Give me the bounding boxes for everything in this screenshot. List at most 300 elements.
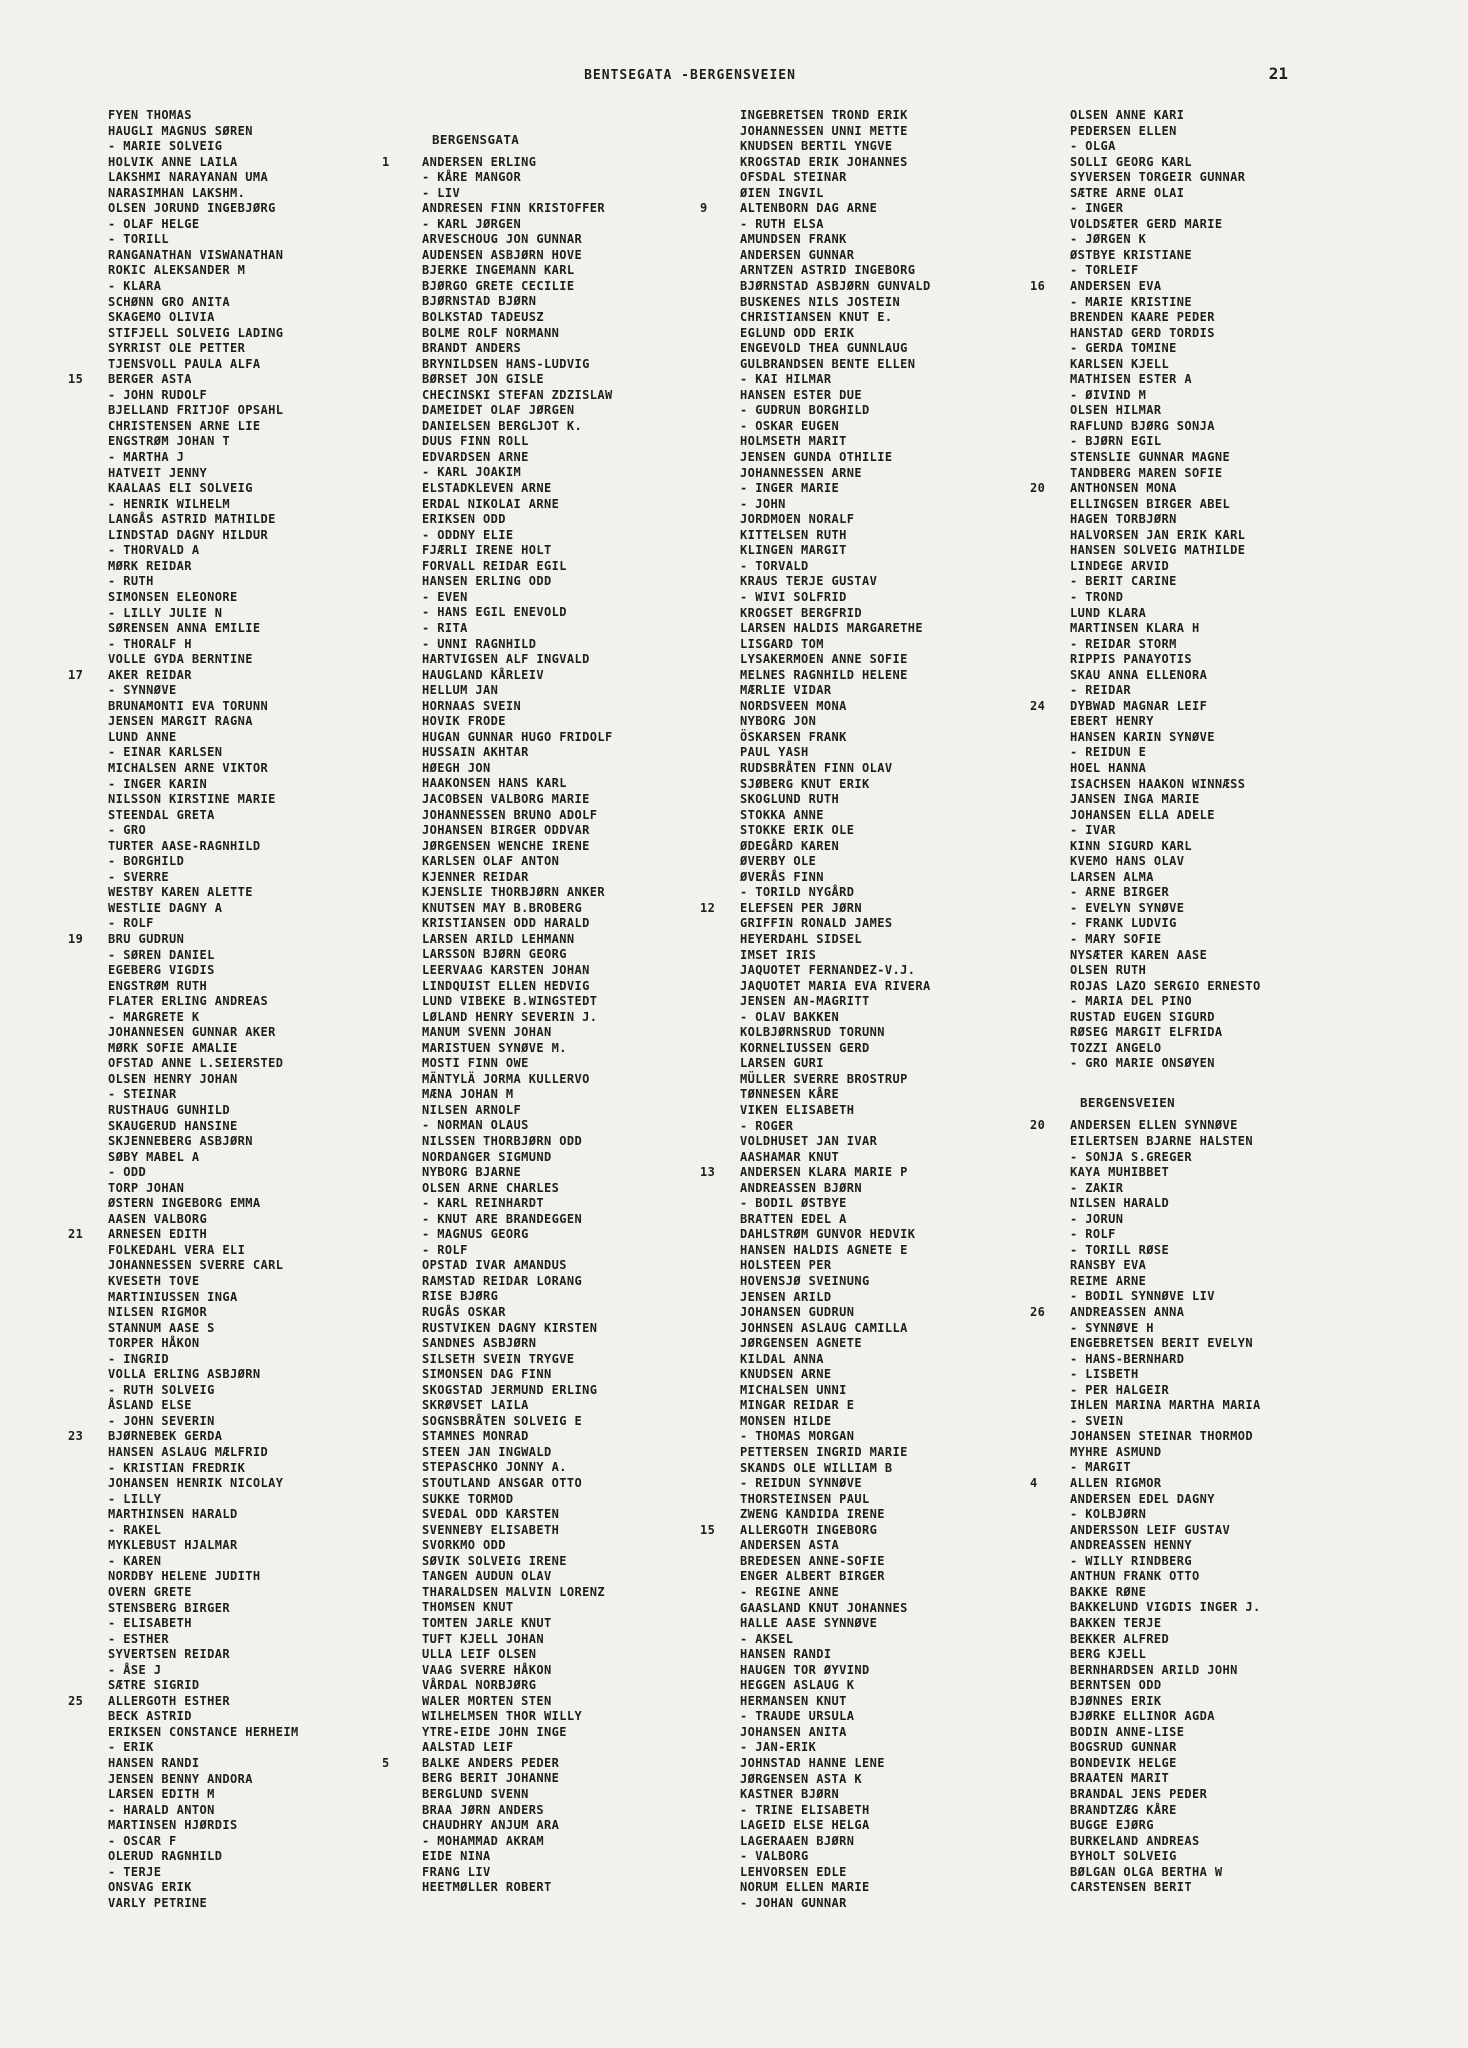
- resident-name: IHLEN MARINA MARTHA MARIA: [1070, 1398, 1261, 1413]
- resident-name: SYVERSEN TORGEIR GUNNAR: [1070, 170, 1246, 185]
- resident-name: MÄNTYLÄ JORMA KULLERVO: [422, 1071, 590, 1086]
- resident-name: - GRO: [108, 823, 147, 838]
- resident-name: HEGGEN ASLAUG K: [740, 1678, 855, 1693]
- resident-name: FJÆRLI IRENE HOLT: [422, 543, 552, 558]
- resident-entry: [382, 1492, 712, 1508]
- resident-name: NILSEN HARALD: [1070, 1196, 1170, 1211]
- resident-entry: [700, 1134, 1030, 1150]
- resident-name: EIDE NINA: [422, 1849, 491, 1864]
- resident-entry: [700, 1678, 1030, 1694]
- resident-entry: [700, 1865, 1030, 1881]
- resident-entry: [382, 652, 712, 668]
- resident-entry: [1030, 1616, 1360, 1632]
- resident-name: - LILLY JULIE N: [108, 605, 223, 620]
- resident-entry: [68, 155, 398, 171]
- resident-entry: [1030, 1025, 1360, 1041]
- resident-name: ØVERBY OLE: [740, 854, 817, 869]
- resident-entry: [382, 1849, 712, 1865]
- resident-entry: [382, 1181, 712, 1197]
- resident-entry: [700, 823, 1030, 839]
- resident-name: - ELISABETH: [108, 1616, 192, 1631]
- resident-name: LARSEN EDITH M: [108, 1787, 215, 1802]
- resident-entry: [1030, 1740, 1360, 1756]
- resident-entry: [1030, 621, 1360, 637]
- resident-entry: [1030, 963, 1360, 979]
- resident-name: JOHANNESSEN ARNE: [740, 465, 862, 480]
- resident-name: ERIKSEN ODD: [422, 512, 506, 527]
- resident-name: MOSTI FINN OWE: [422, 1056, 529, 1071]
- resident-name: VIKEN ELISABETH: [740, 1103, 855, 1117]
- resident-name: - INGER MARIE: [740, 481, 840, 496]
- resident-entry: [382, 419, 712, 435]
- resident-name: EDVARDSEN ARNE: [422, 449, 529, 464]
- resident-entry: [68, 1072, 398, 1088]
- resident-name: TJENSVOLL PAULA ALFA: [108, 356, 261, 371]
- resident-entry: [382, 186, 712, 202]
- resident-name: LARSSON BJØRN GEORG: [422, 947, 567, 962]
- resident-name: BRUNAMONTI EVA TORUNN: [108, 698, 269, 713]
- resident-name: SKOGLUND RUTH: [740, 792, 840, 807]
- resident-entry: [382, 1445, 712, 1461]
- resident-name: BAKKEN TERJE: [1070, 1615, 1162, 1630]
- resident-name: ISACHSEN HAAKON WINNÆSS: [1070, 776, 1246, 791]
- house-number: 24: [1030, 698, 1046, 713]
- resident-entry: [68, 1103, 398, 1119]
- resident-name: HAUGLAND KÅRLEIV: [422, 667, 544, 682]
- resident-name: ANDREASSEN HENNY: [1070, 1538, 1192, 1553]
- resident-name: OPSTAD IVAR AMANDUS: [422, 1258, 567, 1273]
- resident-entry: [1030, 792, 1360, 808]
- resident-entry: [700, 1507, 1030, 1523]
- resident-entry: [382, 481, 712, 497]
- resident-name: HOEL HANNA: [1070, 760, 1147, 775]
- resident-name: MANUM SVENN JOHAN: [422, 1025, 552, 1040]
- column-3: [700, 108, 1030, 1911]
- resident-entry: [700, 1538, 1030, 1554]
- resident-entry: [700, 1383, 1030, 1399]
- resident-entry: [382, 590, 712, 606]
- resident-entry: [700, 108, 1030, 124]
- resident-entry: [382, 559, 712, 575]
- resident-name: - HARALD ANTON: [108, 1802, 215, 1817]
- resident-entry: [700, 1896, 1030, 1912]
- resident-name: - GERDA TOMINE: [1070, 341, 1177, 356]
- resident-entry: [700, 1041, 1030, 1057]
- resident-entry: [382, 1212, 712, 1228]
- resident-entry: [700, 434, 1030, 450]
- resident-entry: [1030, 1336, 1360, 1352]
- resident-name: - ROLF: [1070, 1227, 1116, 1242]
- resident-entry: [382, 388, 712, 404]
- resident-name: BERGLUND SVENN: [422, 1786, 529, 1801]
- resident-name: TORP JOHAN: [108, 1180, 185, 1195]
- resident-name: SOLLI GEORG KARL: [1070, 154, 1192, 169]
- resident-entry: [700, 963, 1030, 979]
- resident-name: - OLAV BAKKEN: [740, 1009, 840, 1024]
- resident-name: - JOHN RUDOLF: [108, 387, 208, 402]
- resident-entry: [68, 1305, 398, 1321]
- resident-entry: [700, 870, 1030, 886]
- resident-name: ANDERSEN KLARA MARIE P: [740, 1165, 908, 1180]
- resident-entry: [700, 792, 1030, 808]
- resident-name: MICHALSEN UNNI: [740, 1382, 847, 1397]
- resident-entry: [700, 543, 1030, 559]
- resident-name: STIFJELL SOLVEIG LADING: [108, 325, 284, 340]
- resident-name: HOVENSJØ SVEINUNG: [740, 1274, 870, 1289]
- resident-entry: [700, 621, 1030, 637]
- resident-name: SVORKMO ODD: [422, 1538, 506, 1553]
- resident-name: HØEGH JON: [422, 760, 491, 775]
- house-number: 15: [68, 372, 84, 387]
- resident-entry: [1030, 279, 1360, 295]
- resident-entry: [1030, 310, 1360, 326]
- resident-name: JOHANSEN STEINAR THORMOD: [1070, 1429, 1253, 1444]
- resident-entry: [68, 870, 398, 886]
- resident-name: LAGEID ELSE HELGA: [740, 1818, 870, 1833]
- resident-entry: [68, 1212, 398, 1228]
- resident-name: HUGAN GUNNAR HUGO FRIDOLF: [422, 729, 613, 744]
- resident-entry: [1030, 777, 1360, 793]
- resident-name: NILSEN RIGMOR: [108, 1305, 208, 1320]
- resident-entry: [68, 1274, 398, 1290]
- section-spacer: [1030, 1072, 1360, 1088]
- resident-entry: [1030, 948, 1360, 964]
- page-header: BENTSEGATA -BERGENSVEIEN: [584, 68, 796, 83]
- resident-name: RØSEG MARGIT ELFRIDA: [1070, 1025, 1223, 1040]
- resident-entry: [382, 512, 712, 528]
- resident-entry: [68, 1569, 398, 1585]
- resident-entry: [700, 1772, 1030, 1788]
- resident-name: MÆNA JOHAN M: [422, 1087, 514, 1102]
- resident-entry: [382, 1740, 712, 1756]
- resident-name: TANGEN AUDUN OLAV: [422, 1569, 552, 1584]
- resident-entry: [700, 1290, 1030, 1306]
- resident-entry: [382, 761, 712, 777]
- resident-entry: [1030, 186, 1360, 202]
- resident-name: ARNTZEN ASTRID INGEBORG: [740, 263, 916, 278]
- resident-entry: [68, 1258, 398, 1274]
- resident-entry: [68, 310, 398, 326]
- resident-name: - SONJA S.GREGER: [1070, 1149, 1192, 1164]
- resident-entry: [1030, 994, 1360, 1010]
- resident-entry: [382, 699, 712, 715]
- resident-name: ERDAL NIKOLAI ARNE: [422, 496, 560, 511]
- resident-name: SIMONSEN ELEONORE: [108, 589, 238, 604]
- resident-name: RIPPIS PANAYOTIS: [1070, 652, 1192, 667]
- resident-name: NYBORG JON: [740, 714, 817, 729]
- resident-name: RAFLUND BJØRG SONJA: [1070, 418, 1215, 433]
- resident-name: - BODIL ØSTBYE: [740, 1196, 847, 1211]
- resident-name: VARLY PETRINE: [108, 1895, 208, 1910]
- resident-name: BJØRGO GRETE CECILIE: [422, 278, 575, 293]
- resident-name: HATVEIT JENNY: [108, 465, 208, 480]
- resident-entry: [1030, 916, 1360, 932]
- resident-entry: [68, 885, 398, 901]
- resident-entry: [700, 839, 1030, 855]
- resident-entry: [68, 1336, 398, 1352]
- resident-entry: [700, 1523, 1030, 1539]
- resident-entry: [1030, 528, 1360, 544]
- resident-name: BODIN ANNE-LISE: [1070, 1724, 1185, 1739]
- resident-name: MARTINSEN KLARA H: [1070, 621, 1200, 636]
- resident-entry: [700, 683, 1030, 699]
- resident-name: KNUTSEN MAY B.BROBERG: [422, 900, 583, 915]
- column-1: [68, 108, 398, 1911]
- resident-entry: [1030, 1056, 1360, 1072]
- resident-name: KARLSEN OLAF ANTON: [422, 854, 560, 869]
- resident-name: JENSEN ARILD: [740, 1289, 832, 1304]
- resident-name: - KÅRE MANGOR: [422, 170, 522, 185]
- resident-entry: [382, 170, 712, 186]
- resident-entry: [68, 232, 398, 248]
- resident-name: - TROND: [1070, 589, 1124, 604]
- resident-entry: [382, 543, 712, 559]
- resident-name: RANGANATHAN VISWANATHAN: [108, 247, 284, 262]
- resident-entry: [68, 497, 398, 513]
- resident-entry: [382, 901, 712, 917]
- resident-entry: [700, 1803, 1030, 1819]
- resident-name: SKANDS OLE WILLIAM B: [740, 1460, 893, 1475]
- resident-entry: [1030, 232, 1360, 248]
- resident-entry: [700, 777, 1030, 793]
- resident-entry: [700, 590, 1030, 606]
- resident-entry: [68, 1010, 398, 1026]
- resident-name: BUGGE EJØRG: [1070, 1818, 1154, 1833]
- resident-entry: [68, 326, 398, 342]
- resident-entry: [68, 839, 398, 855]
- resident-entry: [700, 1352, 1030, 1368]
- resident-name: SVENNEBY ELISABETH: [422, 1522, 560, 1537]
- resident-entry: [1030, 823, 1360, 839]
- resident-name: JØRGENSEN AGNETE: [740, 1336, 862, 1351]
- resident-entry: [1030, 652, 1360, 668]
- resident-entry: [1030, 341, 1360, 357]
- resident-entry: [1030, 326, 1360, 342]
- resident-entry: [1030, 1834, 1360, 1850]
- resident-entry: [700, 808, 1030, 824]
- resident-entry: [68, 1787, 398, 1803]
- resident-name: - HANS-BERNHARD: [1070, 1351, 1185, 1366]
- resident-name: - MAGNUS GEORG: [422, 1227, 529, 1242]
- resident-entry: [382, 155, 712, 171]
- resident-entry: [1030, 559, 1360, 575]
- resident-entry: [382, 357, 712, 373]
- resident-entry: [700, 1585, 1030, 1601]
- resident-entry: [68, 1709, 398, 1725]
- resident-entry: [382, 465, 712, 481]
- resident-name: TOMTEN JARLE KNUT: [422, 1615, 552, 1630]
- resident-name: ALTENBORN DAG ARNE: [740, 201, 878, 216]
- resident-name: LUND KLARA: [1070, 605, 1147, 620]
- resident-name: - REGINE ANNE: [740, 1584, 840, 1599]
- resident-entry: [1030, 839, 1360, 855]
- resident-name: GAASLAND KNUT JOHANNES: [740, 1600, 908, 1615]
- resident-entry: [700, 1398, 1030, 1414]
- resident-name: - KARL JØRGEN: [422, 216, 522, 231]
- resident-entry: [382, 885, 712, 901]
- resident-name: HANSEN KARIN SYNØVE: [1070, 729, 1215, 744]
- resident-entry: [1030, 1600, 1360, 1616]
- resident-name: LEERVAAG KARSTEN JOHAN: [422, 962, 590, 977]
- resident-entry: [68, 979, 398, 995]
- house-number: 5: [382, 1755, 390, 1770]
- resident-entry: [382, 1554, 712, 1570]
- resident-entry: [700, 1025, 1030, 1041]
- resident-name: JOHANSEN ANITA: [740, 1724, 847, 1739]
- resident-name: JAQUOTET FERNANDEZ-V.J.: [740, 963, 916, 978]
- resident-name: HORNAAS SVEIN: [422, 698, 522, 713]
- resident-entry: [382, 1352, 712, 1368]
- resident-entry: [68, 248, 398, 264]
- resident-name: - REIDAR: [1070, 683, 1131, 698]
- resident-name: LUND VIBEKE B.WINGSTEDT: [422, 994, 598, 1009]
- resident-name: - KARL JOAKIM: [422, 465, 522, 480]
- resident-name: ULLA LEIF OLSEN: [422, 1647, 537, 1662]
- resident-entry: [1030, 1134, 1360, 1150]
- resident-entry: [68, 263, 398, 279]
- resident-name: - KARL REINHARDT: [422, 1196, 544, 1211]
- resident-name: ENGEBRETSEN BERIT EVELYN: [1070, 1336, 1253, 1351]
- resident-entry: [1030, 1010, 1360, 1026]
- resident-entry: [382, 1118, 712, 1134]
- resident-entry: [700, 419, 1030, 435]
- resident-entry: [382, 823, 712, 839]
- resident-entry: [382, 1507, 712, 1523]
- resident-name: - BORGHILD: [108, 854, 185, 869]
- resident-name: AUDENSEN ASBJØRN HOVE: [422, 247, 583, 262]
- resident-name: - MARIE SOLVEIG: [108, 139, 223, 154]
- resident-name: - EINAR KARLSEN: [108, 745, 223, 760]
- resident-entry: [1030, 1725, 1360, 1741]
- resident-entry: [1030, 1647, 1360, 1663]
- resident-entry: [382, 994, 712, 1010]
- resident-name: GRIFFIN RONALD JAMES: [740, 916, 893, 931]
- resident-name: RUSTHAUG GUNHILD: [108, 1103, 230, 1117]
- street-heading: BERGENSVEIEN: [1080, 1095, 1176, 1111]
- resident-name: SUKKE TORMOD: [422, 1491, 514, 1506]
- resident-name: ØSTBYE KRISTIANE: [1070, 247, 1192, 262]
- resident-name: JACOBSEN VALBORG MARIE: [422, 791, 590, 806]
- resident-entry: [700, 279, 1030, 295]
- resident-name: SJØBERG KNUT ERIK: [740, 776, 870, 791]
- resident-entry: [382, 637, 712, 653]
- resident-name: JOHANNESEN GUNNAR AKER: [108, 1025, 276, 1040]
- resident-name: MARTHINSEN HARALD: [108, 1507, 238, 1522]
- resident-name: LANGÅS ASTRID MATHILDE: [108, 512, 276, 527]
- resident-entry: [68, 1056, 398, 1072]
- resident-entry: [700, 357, 1030, 373]
- resident-name: - TRAUDE URSULA: [740, 1709, 855, 1724]
- resident-entry: [68, 1849, 398, 1865]
- resident-name: - STEINAR: [108, 1087, 177, 1102]
- resident-name: JENSEN BENNY ANDORA: [108, 1771, 253, 1786]
- resident-entry: [700, 1087, 1030, 1103]
- resident-name: BJØRNSTAD BJØRN: [422, 294, 537, 309]
- resident-entry: [68, 186, 398, 202]
- resident-name: RISE BJØRG: [422, 1289, 499, 1304]
- resident-name: BREDESEN ANNE-SOFIE: [740, 1553, 885, 1568]
- resident-name: HEYERDAHL SIDSEL: [740, 931, 862, 946]
- resident-entry: [382, 574, 712, 590]
- resident-entry: [1030, 1227, 1360, 1243]
- resident-name: - MARGIT: [1070, 1460, 1131, 1475]
- house-number: 25: [68, 1693, 84, 1708]
- resident-entry: [1030, 1694, 1360, 1710]
- resident-entry: [68, 1585, 398, 1601]
- house-number: 16: [1030, 279, 1046, 294]
- resident-entry: [700, 1212, 1030, 1228]
- resident-entry: [700, 730, 1030, 746]
- resident-entry: [700, 263, 1030, 279]
- resident-entry: [1030, 372, 1360, 388]
- resident-name: BERNTSEN ODD: [1070, 1678, 1162, 1693]
- resident-entry: [382, 1647, 712, 1663]
- resident-entry: [700, 1709, 1030, 1725]
- resident-entry: [382, 1056, 712, 1072]
- resident-entry: [1030, 1321, 1360, 1337]
- resident-entry: [382, 1709, 712, 1725]
- resident-entry: [700, 1834, 1030, 1850]
- resident-entry: [68, 403, 398, 419]
- resident-name: OLSEN HENRY JOHAN: [108, 1071, 238, 1086]
- resident-entry: [382, 1305, 712, 1321]
- resident-entry: [68, 1647, 398, 1663]
- resident-name: - JØRGEN K: [1070, 232, 1147, 247]
- resident-entry: [1030, 1383, 1360, 1399]
- resident-name: BOLME ROLF NORMANN: [422, 325, 560, 340]
- resident-name: ENGER ALBERT BIRGER: [740, 1569, 885, 1584]
- resident-name: KNUDSEN ARNE: [740, 1367, 832, 1382]
- resident-entry: [1030, 1398, 1360, 1414]
- resident-name: - KLARA: [108, 279, 162, 294]
- resident-entry: [68, 1119, 398, 1135]
- resident-name: - ODD: [108, 1165, 147, 1180]
- resident-entry: [68, 745, 398, 761]
- resident-name: - LILLY: [108, 1491, 162, 1506]
- resident-entry: [700, 139, 1030, 155]
- resident-entry: [700, 668, 1030, 684]
- resident-entry: [700, 372, 1030, 388]
- resident-entry: [68, 1725, 398, 1741]
- resident-name: - HENRIK WILHELM: [108, 496, 230, 511]
- resident-name: ELLINGSEN BIRGER ABEL: [1070, 496, 1231, 511]
- house-number: 4: [1030, 1476, 1038, 1491]
- resident-name: DUUS FINN ROLL: [422, 434, 529, 449]
- resident-name: - ERIK: [108, 1740, 154, 1755]
- resident-entry: [68, 1880, 398, 1896]
- resident-name: - MOHAMMAD AKRAM: [422, 1833, 544, 1848]
- resident-entry: [68, 295, 398, 311]
- resident-entry: [700, 885, 1030, 901]
- resident-name: HARTVIGSEN ALF INGVALD: [422, 652, 590, 667]
- resident-name: OLSEN ARNE CHARLES: [422, 1180, 560, 1195]
- resident-name: - EVEN: [422, 589, 468, 604]
- resident-entry: [700, 1181, 1030, 1197]
- resident-name: KAYA MUHIBBET: [1070, 1165, 1170, 1180]
- resident-name: VOLDHUSET JAN IVAR: [740, 1134, 878, 1149]
- resident-entry: [68, 1663, 398, 1679]
- resident-entry: [700, 1165, 1030, 1181]
- resident-name: RUGÅS OSKAR: [422, 1305, 506, 1320]
- resident-name: - WIVI SOLFRID: [740, 589, 847, 604]
- resident-name: - JORUN: [1070, 1211, 1124, 1226]
- resident-name: MICHALSEN ARNE VIKTOR: [108, 760, 269, 775]
- resident-name: BRANDT ANDERS: [422, 341, 522, 356]
- resident-entry: [1030, 979, 1360, 995]
- resident-name: STANNUM AASE S: [108, 1320, 215, 1335]
- resident-entry: [700, 124, 1030, 140]
- resident-entry: [68, 481, 398, 497]
